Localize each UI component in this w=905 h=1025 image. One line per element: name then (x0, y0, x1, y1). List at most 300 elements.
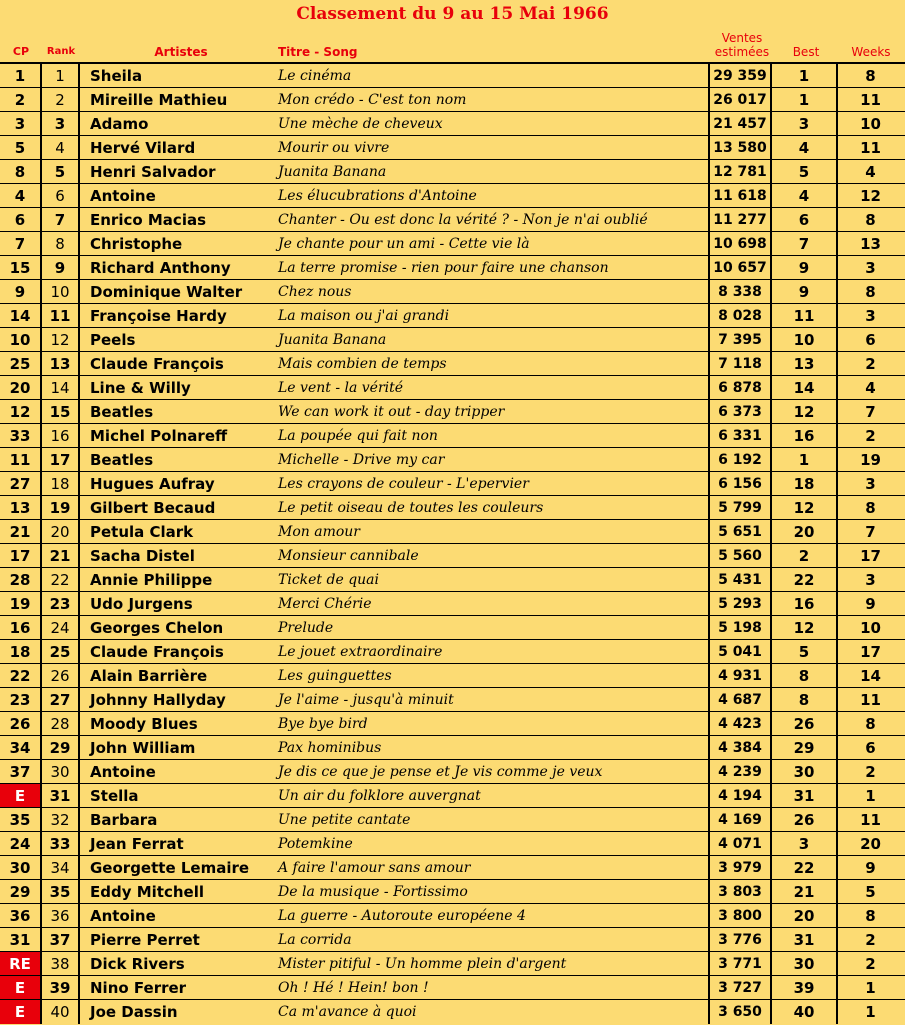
artist-cell: Hervé Vilard (90, 138, 196, 157)
weeks-cell: 7 (865, 522, 876, 541)
table-row (0, 520, 905, 544)
artist-cell: Dominique Walter (90, 282, 243, 301)
cp-cell: 24 (0, 832, 42, 855)
rank-cell: 28 (42, 712, 80, 735)
title-cell: Prelude (268, 616, 710, 639)
rank-cell: 14 (42, 376, 80, 399)
sales-cell: 4 169 (710, 808, 772, 831)
weeks-cell: 3 (865, 258, 876, 277)
best-cell: 12 (772, 400, 838, 423)
title-cell: Bye bye bird (268, 712, 710, 735)
header-sales (712, 31, 772, 59)
table-row (0, 88, 905, 112)
sales-cell: 5 651 (710, 520, 772, 543)
table-row (0, 184, 905, 208)
sales-cell: 5 041 (710, 640, 772, 663)
sales-cell: 10 698 (710, 232, 772, 255)
artist-cell: Antoine (90, 906, 156, 925)
sales-cell: 4 687 (710, 688, 772, 711)
cp-cell: 21 (0, 520, 42, 543)
rank-cell: 13 (42, 352, 80, 375)
rank-cell: 10 (42, 280, 80, 303)
rank-cell: 16 (42, 424, 80, 447)
chart-title: Classement du 9 au 15 Mai 1966 (296, 4, 609, 24)
weeks-cell: 9 (865, 594, 876, 613)
title-cell: Les guinguettes (268, 664, 710, 687)
best-cell: 4 (772, 184, 838, 207)
table-row (0, 352, 905, 376)
cp-cell: E (0, 1000, 42, 1024)
artist-cell: Mireille Mathieu (90, 90, 228, 109)
artist-cell: Eddy Mitchell (90, 882, 204, 901)
weeks-cell: 10 (860, 618, 881, 637)
header-rank: Rank (46, 46, 76, 57)
table-row (0, 400, 905, 424)
cp-cell: 31 (0, 928, 42, 951)
weeks-cell: 17 (860, 642, 881, 661)
artist-cell: Dick Rivers (90, 954, 185, 973)
cp-cell: 2 (0, 88, 42, 111)
weeks-cell: 2 (865, 426, 876, 445)
table-row (0, 904, 905, 928)
best-cell: 29 (772, 736, 838, 759)
best-cell: 12 (772, 496, 838, 519)
best-cell: 8 (772, 664, 838, 687)
table-row (0, 712, 905, 736)
best-cell: 22 (772, 568, 838, 591)
rank-cell: 15 (42, 400, 80, 423)
rank-cell: 1 (42, 64, 80, 87)
table-row (0, 832, 905, 856)
cp-cell: 19 (0, 592, 42, 615)
cp-cell: RE (0, 952, 42, 975)
rank-cell: 33 (42, 832, 80, 855)
artist-cell: Sheila (90, 66, 143, 85)
sales-cell: 6 331 (710, 424, 772, 447)
title-cell: Mourir ou vivre (268, 136, 710, 159)
cp-cell: 18 (0, 640, 42, 663)
rank-cell: 21 (42, 544, 80, 567)
weeks-cell: 2 (865, 930, 876, 949)
rank-cell: 7 (42, 208, 80, 231)
sales-cell: 3 776 (710, 928, 772, 951)
weeks-cell: 3 (865, 570, 876, 589)
cp-cell: 1 (0, 64, 42, 87)
rank-cell: 24 (42, 616, 80, 639)
title-cell: Ca m'avance à quoi (268, 1000, 710, 1024)
rank-cell: 2 (42, 88, 80, 111)
artist-cell: Petula Clark (90, 522, 194, 541)
best-cell: 1 (772, 448, 838, 471)
artist-cell: Beatles (90, 402, 154, 421)
title-cell: Ticket de quai (268, 568, 710, 591)
cp-cell: 12 (0, 400, 42, 423)
best-cell: 5 (772, 640, 838, 663)
rank-cell: 25 (42, 640, 80, 663)
title-cell: Le petit oiseau de toutes les couleurs (268, 496, 710, 519)
rank-cell: 36 (42, 904, 80, 927)
header-row (0, 28, 905, 64)
sales-cell: 4 194 (710, 784, 772, 807)
rank-cell: 23 (42, 592, 80, 615)
artist-cell: Johnny Hallyday (90, 690, 226, 709)
cp-cell: 8 (0, 160, 42, 183)
best-cell: 6 (772, 208, 838, 231)
title-cell: Je chante pour un ami - Cette vie là (268, 232, 710, 255)
rank-cell: 30 (42, 760, 80, 783)
artist-cell: Stella (90, 786, 139, 805)
rank-cell: 9 (42, 256, 80, 279)
artist-cell: Joe Dassin (90, 1003, 178, 1021)
cp-cell: 25 (0, 352, 42, 375)
cp-cell: 37 (0, 760, 42, 783)
weeks-cell: 1 (865, 978, 876, 997)
rank-cell: 37 (42, 928, 80, 951)
artist-cell: Georges Chelon (90, 618, 224, 637)
sales-cell: 4 384 (710, 736, 772, 759)
table-row (0, 496, 905, 520)
table-row (0, 256, 905, 280)
best-cell: 1 (772, 88, 838, 111)
weeks-cell: 2 (865, 354, 876, 373)
cp-cell: 4 (0, 184, 42, 207)
table-row (0, 928, 905, 952)
weeks-cell: 3 (865, 474, 876, 493)
cp-cell: 29 (0, 880, 42, 903)
sales-cell: 3 727 (710, 976, 772, 999)
best-cell: 11 (772, 304, 838, 327)
rank-cell: 19 (42, 496, 80, 519)
sales-cell: 8 338 (710, 280, 772, 303)
best-cell: 9 (772, 256, 838, 279)
weeks-cell: 11 (860, 810, 881, 829)
rank-cell: 6 (42, 184, 80, 207)
table-row (0, 112, 905, 136)
title-cell: La poupée qui fait non (268, 424, 710, 447)
best-cell: 3 (772, 112, 838, 135)
artist-cell: Michel Polnareff (90, 426, 228, 445)
cp-cell: 14 (0, 304, 42, 327)
artist-cell: Moody Blues (90, 714, 198, 733)
rank-cell: 40 (42, 1000, 80, 1024)
artist-cell: Christophe (90, 234, 183, 253)
cp-cell: 5 (0, 136, 42, 159)
artist-cell: Antoine (90, 186, 156, 205)
artist-cell: Pierre Perret (90, 930, 200, 949)
rank-cell: 29 (42, 736, 80, 759)
artist-cell: Barbara (90, 810, 158, 829)
table-row (0, 640, 905, 664)
title-cell: La corrida (268, 928, 710, 951)
weeks-cell: 8 (865, 906, 876, 925)
weeks-cell: 8 (865, 210, 876, 229)
weeks-cell: 6 (865, 738, 876, 757)
header-sales-line2: estimées (714, 45, 770, 59)
sales-cell: 8 028 (710, 304, 772, 327)
cp-cell: E (0, 784, 42, 807)
title-cell: Une mèche de cheveux (268, 112, 710, 135)
weeks-cell: 8 (865, 66, 876, 85)
artist-cell: Nino Ferrer (90, 978, 187, 997)
title-cell: De la musique - Fortissimo (268, 880, 710, 903)
weeks-cell: 12 (860, 186, 881, 205)
rank-cell: 22 (42, 568, 80, 591)
cp-cell: 15 (0, 256, 42, 279)
weeks-cell: 1 (865, 1003, 876, 1021)
title-cell: Une petite cantate (268, 808, 710, 831)
header-artist: Artistes (154, 45, 208, 59)
artist-cell: John William (90, 738, 196, 757)
table-row (0, 808, 905, 832)
weeks-cell: 20 (860, 834, 881, 853)
cp-cell: 3 (0, 112, 42, 135)
table-row (0, 976, 905, 1000)
weeks-cell: 11 (860, 90, 881, 109)
table-row (0, 568, 905, 592)
weeks-cell: 8 (865, 282, 876, 301)
cp-cell: 23 (0, 688, 42, 711)
rank-cell: 31 (42, 784, 80, 807)
weeks-cell: 2 (865, 762, 876, 781)
weeks-cell: 13 (860, 234, 881, 253)
title-cell: Oh ! Hé ! Hein! bon ! (268, 976, 710, 999)
title-cell: Je l'aime - jusqu'à minuit (268, 688, 710, 711)
table-row (0, 472, 905, 496)
rank-cell: 5 (42, 160, 80, 183)
table-row (0, 136, 905, 160)
rank-cell: 3 (42, 112, 80, 135)
table-row (0, 208, 905, 232)
title-cell: Mon amour (268, 520, 710, 543)
best-cell: 21 (772, 880, 838, 903)
title-cell: Chez nous (268, 280, 710, 303)
title-cell: Chanter - Ou est donc la vérité ? - Non je n'ai oublié (268, 208, 710, 231)
weeks-cell: 17 (860, 546, 881, 565)
rank-cell: 4 (42, 136, 80, 159)
weeks-cell: 11 (860, 690, 881, 709)
cp-cell: 10 (0, 328, 42, 351)
best-cell: 22 (772, 856, 838, 879)
sales-cell: 3 800 (710, 904, 772, 927)
title-cell: Juanita Banana (268, 160, 710, 183)
cp-cell: 7 (0, 232, 42, 255)
rank-cell: 20 (42, 520, 80, 543)
weeks-cell: 19 (860, 450, 881, 469)
table-row (0, 664, 905, 688)
header-title: Titre - Song (278, 45, 358, 59)
sales-cell: 5 293 (710, 592, 772, 615)
rank-cell: 18 (42, 472, 80, 495)
cp-cell: 6 (0, 208, 42, 231)
cp-cell: 16 (0, 616, 42, 639)
sales-cell: 4 239 (710, 760, 772, 783)
title-cell: Un air du folklore auvergnat (268, 784, 710, 807)
sales-cell: 5 560 (710, 544, 772, 567)
table-row (0, 376, 905, 400)
title-cell: Juanita Banana (268, 328, 710, 351)
table-row (0, 760, 905, 784)
sales-cell: 7 395 (710, 328, 772, 351)
title-cell: Michelle - Drive my car (268, 448, 710, 471)
best-cell: 26 (772, 808, 838, 831)
artist-cell: Enrico Macias (90, 210, 207, 229)
rank-cell: 12 (42, 328, 80, 351)
sales-cell: 11 618 (710, 184, 772, 207)
artist-cell: Annie Philippe (90, 570, 213, 589)
table-row (0, 544, 905, 568)
title-cell: Mon crédo - C'est ton nom (268, 88, 710, 111)
title-cell: Je dis ce que je pense et Je vis comme je veux (268, 760, 710, 783)
artist-cell: Udo Jurgens (90, 594, 193, 613)
header-sales-line1: Ventes (721, 31, 763, 45)
sales-cell: 21 457 (710, 112, 772, 135)
best-cell: 14 (772, 376, 838, 399)
best-cell: 40 (772, 1000, 838, 1024)
sales-cell: 5 431 (710, 568, 772, 591)
weeks-cell: 3 (865, 306, 876, 325)
table-row (0, 592, 905, 616)
weeks-cell: 5 (865, 882, 876, 901)
sales-cell: 12 781 (710, 160, 772, 183)
table-row (0, 160, 905, 184)
rows-container (0, 64, 905, 1024)
title-cell: A faire l'amour sans amour (268, 856, 710, 879)
sales-cell: 5 799 (710, 496, 772, 519)
rank-cell: 35 (42, 880, 80, 903)
header-best: Best (792, 45, 820, 59)
artist-cell: Peels (90, 330, 136, 349)
sales-cell: 26 017 (710, 88, 772, 111)
cp-cell: 30 (0, 856, 42, 879)
sales-cell: 10 657 (710, 256, 772, 279)
title-cell: We can work it out - day tripper (268, 400, 710, 423)
cp-cell: 26 (0, 712, 42, 735)
title-cell: Les crayons de couleur - L'epervier (268, 472, 710, 495)
title-cell: Les élucubrations d'Antoine (268, 184, 710, 207)
best-cell: 31 (772, 784, 838, 807)
best-cell: 20 (772, 904, 838, 927)
sales-cell: 6 156 (710, 472, 772, 495)
title-cell: Mister pitiful - Un homme plein d'argent (268, 952, 710, 975)
best-cell: 10 (772, 328, 838, 351)
weeks-cell: 4 (865, 162, 876, 181)
table-row (0, 784, 905, 808)
artist-cell: Adamo (90, 114, 149, 133)
weeks-cell: 8 (865, 714, 876, 733)
title-cell: Le vent - la vérité (268, 376, 710, 399)
rank-cell: 39 (42, 976, 80, 999)
header-weeks: Weeks (851, 45, 891, 59)
best-cell: 2 (772, 544, 838, 567)
table-row (0, 856, 905, 880)
weeks-cell: 10 (860, 114, 881, 133)
sales-cell: 3 979 (710, 856, 772, 879)
title-cell: Pax hominibus (268, 736, 710, 759)
cp-cell: 27 (0, 472, 42, 495)
weeks-cell: 9 (865, 858, 876, 877)
weeks-cell: 7 (865, 402, 876, 421)
table-row (0, 880, 905, 904)
artist-cell: Alain Barrière (90, 666, 208, 685)
cp-cell: E (0, 976, 42, 999)
title-cell: La terre promise - rien pour faire une chanson (268, 256, 710, 279)
best-cell: 13 (772, 352, 838, 375)
rank-cell: 32 (42, 808, 80, 831)
weeks-cell: 8 (865, 498, 876, 517)
cp-cell: 28 (0, 568, 42, 591)
artist-cell: Line & Willy (90, 378, 191, 397)
sales-cell: 7 118 (710, 352, 772, 375)
sales-cell: 5 198 (710, 616, 772, 639)
best-cell: 26 (772, 712, 838, 735)
sales-cell: 3 771 (710, 952, 772, 975)
cp-cell: 33 (0, 424, 42, 447)
best-cell: 30 (772, 952, 838, 975)
sales-cell: 6 373 (710, 400, 772, 423)
title-cell: Potemkine (268, 832, 710, 855)
cp-cell: 22 (0, 664, 42, 687)
weeks-cell: 14 (860, 666, 881, 685)
cp-cell: 13 (0, 496, 42, 519)
artist-cell: Gilbert Becaud (90, 498, 216, 517)
artist-cell: Jean Ferrat (90, 834, 184, 853)
table-row (0, 688, 905, 712)
cp-cell: 35 (0, 808, 42, 831)
sales-cell: 13 580 (710, 136, 772, 159)
rank-cell: 38 (42, 952, 80, 975)
title-cell: La maison ou j'ai grandi (268, 304, 710, 327)
table-row (0, 304, 905, 328)
weeks-cell: 6 (865, 330, 876, 349)
cp-cell: 34 (0, 736, 42, 759)
title-cell: Mais combien de temps (268, 352, 710, 375)
cp-cell: 9 (0, 280, 42, 303)
sales-cell: 6 192 (710, 448, 772, 471)
title-cell: La guerre - Autoroute européene 4 (268, 904, 710, 927)
cp-cell: 17 (0, 544, 42, 567)
sales-cell: 4 931 (710, 664, 772, 687)
best-cell: 3 (772, 832, 838, 855)
sales-cell: 4 071 (710, 832, 772, 855)
best-cell: 8 (772, 688, 838, 711)
best-cell: 39 (772, 976, 838, 999)
artist-cell: Claude François (90, 642, 224, 661)
rank-cell: 34 (42, 856, 80, 879)
title-cell: Merci Chérie (268, 592, 710, 615)
weeks-cell: 1 (865, 786, 876, 805)
table-row (0, 232, 905, 256)
table-row (0, 616, 905, 640)
title-cell: Le jouet extraordinaire (268, 640, 710, 663)
table-row (0, 328, 905, 352)
sales-cell: 4 423 (710, 712, 772, 735)
table-row (0, 64, 905, 88)
title-cell: Le cinéma (268, 64, 710, 87)
best-cell: 12 (772, 616, 838, 639)
title-cell: Monsieur cannibale (268, 544, 710, 567)
best-cell: 30 (772, 760, 838, 783)
weeks-cell: 2 (865, 954, 876, 973)
sales-cell: 6 878 (710, 376, 772, 399)
artist-cell: Sacha Distel (90, 546, 195, 565)
artist-cell: Claude François (90, 354, 224, 373)
best-cell: 18 (772, 472, 838, 495)
rank-cell: 27 (42, 688, 80, 711)
weeks-cell: 11 (860, 138, 881, 157)
artist-cell: Hugues Aufray (90, 474, 215, 493)
rank-cell: 26 (42, 664, 80, 687)
best-cell: 9 (772, 280, 838, 303)
